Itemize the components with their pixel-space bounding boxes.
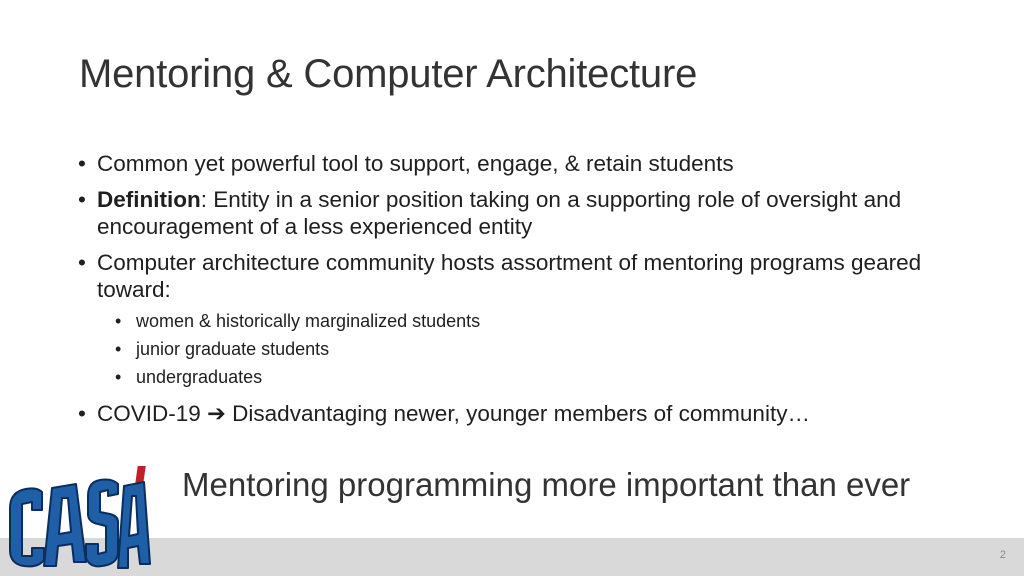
bullet-bold-term: Definition xyxy=(97,187,201,212)
sub-bullet-item xyxy=(97,363,938,391)
bullet-glyph: • xyxy=(115,339,122,359)
bullet-list xyxy=(78,150,938,437)
footer-bar xyxy=(0,538,1024,576)
bullet-text: Computer architecture community hosts assortment of mentoring programs geared toward: xyxy=(97,250,922,302)
sub-bullet-item xyxy=(97,335,938,363)
sub-bullet-text: junior graduate students xyxy=(136,339,330,359)
callout-text: Mentoring programming more important than ever xyxy=(182,466,911,503)
bullet-glyph: • xyxy=(78,187,86,212)
page-number: 2 xyxy=(999,549,1006,561)
bullet-glyph: • xyxy=(78,151,86,176)
sub-bullet-text: women & historically marginalized students xyxy=(136,311,481,331)
slide-title: Mentoring & Computer Architecture xyxy=(79,52,698,96)
bullet-lead: COVID-19 xyxy=(97,401,201,426)
sub-bullet-item xyxy=(97,307,938,335)
bullet-text: : Entity in a senior position taking on a supporting role of oversight and encouragement of a less experienced entity xyxy=(97,187,902,239)
bullet-glyph: • xyxy=(115,311,122,331)
bullet-text: Disadvantaging newer, younger members of community… xyxy=(232,401,810,426)
bullet-item xyxy=(78,400,938,428)
bullet-item xyxy=(78,150,938,177)
bullet-item xyxy=(78,249,938,391)
bullet-glyph: • xyxy=(115,367,122,387)
bullet-glyph: • xyxy=(78,401,86,426)
bullet-text: Common yet powerful tool to support, engage, & retain students xyxy=(97,151,734,176)
sub-bullet-list xyxy=(97,307,938,391)
casa-logo xyxy=(6,464,152,572)
bullet-glyph: • xyxy=(78,250,86,275)
bullet-item xyxy=(78,186,938,240)
arrow-icon: ➔ xyxy=(207,401,226,427)
sub-bullet-text: undergraduates xyxy=(136,367,263,387)
